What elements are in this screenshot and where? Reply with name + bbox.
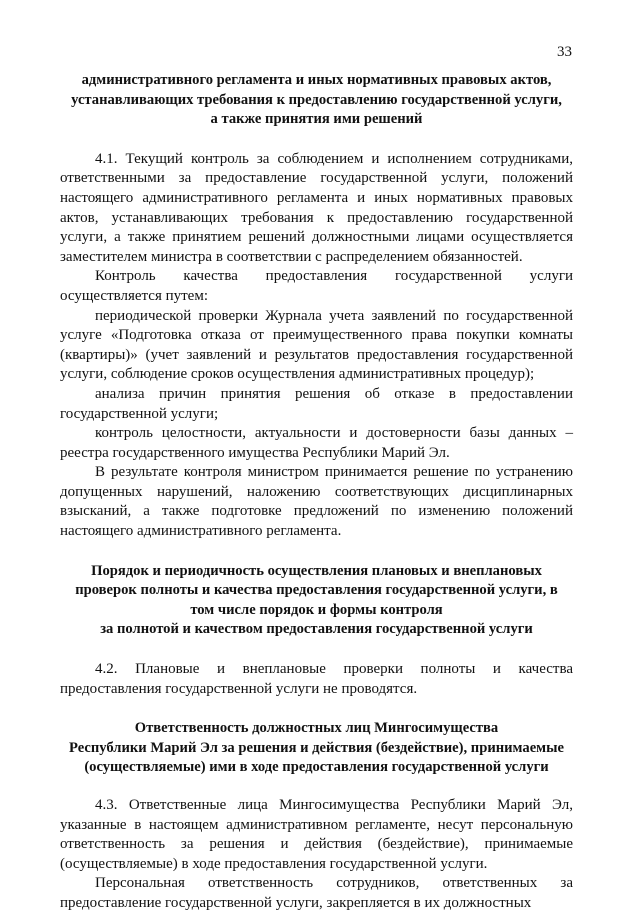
paragraph-4-3: 4.3. Ответственные лица Мингосимущества Республики Марий Эл, указанные в настоящем административном регламенте, несут персональную ответственность за решения и действия (бездействие), принимаемые (осуществляемые) в ходе предоставления государственной услуги.	[60, 797, 573, 872]
paragraph: анализа причин принятия решения об отказе в предоставлении государственной услуги;	[60, 385, 573, 422]
section-heading-responsibility	[60, 719, 573, 778]
paragraph-4-2: 4.2. Плановые и внеплановые проверки полноты и качества предоставления государственной услуги не проводятся.	[60, 661, 573, 697]
paragraph: Контроль качества предоставления государственной услуги осуществляется путем:	[60, 268, 573, 304]
paragraph: периодической проверки Журнала учета заявлений по государственной услуге «Подготовка отказа от преимущественного права покупки комнаты (квартиры)» (учет заявлений и результатов предоставления государственной услуги, соблюдение сроков осуществления административных процедур);	[60, 307, 573, 383]
page-number: 33	[557, 44, 572, 60]
heading-line: Республики Марий Эл за решения и действия (бездействие), принимаемые	[69, 739, 564, 756]
section-heading-inspections	[60, 562, 573, 640]
paragraph: Персональная ответственность сотрудников, ответственных за предоставление государственной услуги, закрепляется в их должностных	[60, 875, 573, 911]
heading-line: Порядок и периодичность осуществления плановых и внеплановых	[91, 562, 542, 579]
paragraph-4-1: 4.1. Текущий контроль за соблюдением и исполнением сотрудниками, ответственными за предоставление государственной услуги, положений настоящего административного регламента и иных нормативных правовых актов, устанавливающих требования к предоставлению государственной услуги, а также принятием решений должностными лицами осуществляется заместителем министра в соответствии с распределением обязанностей.	[60, 150, 573, 265]
section-heading-control-procedure	[60, 71, 573, 130]
heading-line: проверок полноты и качества предоставления государственной услуги, в	[75, 582, 558, 599]
heading-line: Ответственность должностных лиц Мингосимущества	[134, 720, 499, 737]
heading-line: а также принятия ими решений	[210, 111, 423, 128]
heading-line: том числе порядок и формы контроля	[190, 601, 443, 618]
page-content	[60, 71, 573, 914]
heading-line: устанавливающих требования к предоставлению государственной услуги,	[71, 91, 562, 108]
heading-line: административного регламента и иных нормативных правовых актов,	[81, 72, 552, 88]
paragraph: контроль целостности, актуальности и достоверности базы данных – реестра государственного имущества Республики Марий Эл.	[60, 425, 573, 461]
heading-line: за полнотой и качеством предоставления государственной услуги	[100, 621, 533, 638]
heading-line: (осуществляемые) ими в ходе предоставления государственной услуги	[84, 759, 549, 776]
paragraph: В результате контроля министром принимается решение по устранению допущенных нарушений, наложению соответствующих дисциплинарных взысканий, а также подготовке предложений по изменению положений настоящего административного регламента.	[60, 464, 573, 540]
